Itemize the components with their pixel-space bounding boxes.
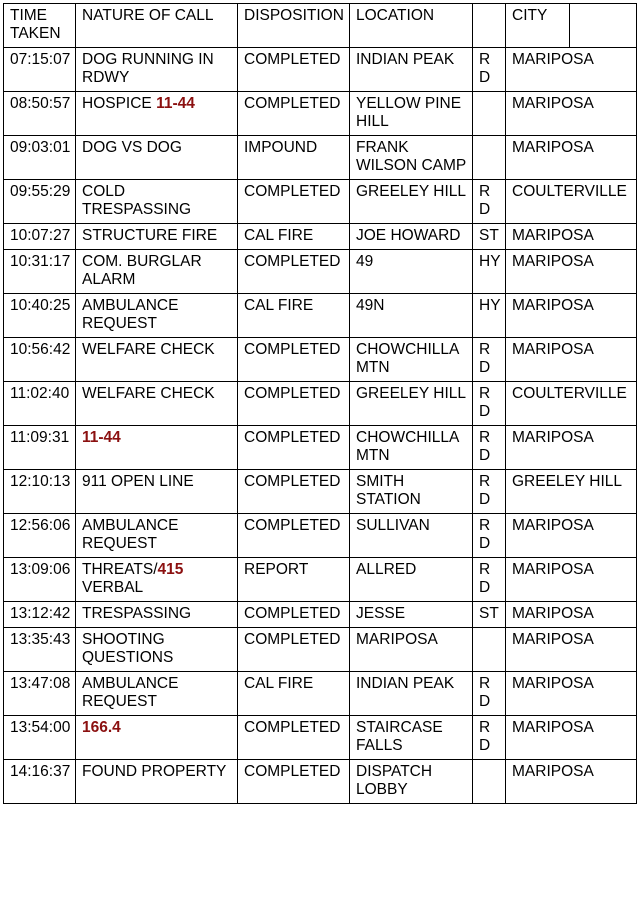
disposition-cell: COMPLETED [238,338,350,382]
nature-text: FOUND PROPERTY [82,763,227,780]
street-suffix-cell: RD [473,426,506,470]
time-cell: 10:07:27 [4,224,76,250]
table-row [4,760,637,804]
location-cell: INDIAN PEAK [350,48,473,92]
disposition-cell: COMPLETED [238,514,350,558]
location-cell: SULLIVAN [350,514,473,558]
location-cell: 49N [350,294,473,338]
location-cell: ALLRED [350,558,473,602]
header-row [4,4,637,48]
table-row [4,426,637,470]
city-cell: MARIPOSA [506,48,637,92]
city-cell: COULTERVILLE [506,382,637,426]
nature-code: 11-44 [82,429,121,446]
nature-text: DOG RUNNING IN RDWY [82,51,214,86]
nature-cell [76,672,238,716]
city-cell: MARIPOSA [506,250,637,294]
time-cell: 09:03:01 [4,136,76,180]
nature-text: AMBULANCE REQUEST [82,517,179,552]
nature-text: 911 OPEN LINE [82,473,194,490]
nature-cell [76,514,238,558]
table-row [4,628,637,672]
table-row [4,250,637,294]
nature-text: WELFARE CHECK [82,341,215,358]
nature-suffix: VERBAL [82,579,144,596]
nature-text: DOG VS DOG [82,139,182,156]
disposition-cell: COMPLETED [238,716,350,760]
location-cell: CHOWCHILLA MTN [350,426,473,470]
street-suffix-cell: RD [473,672,506,716]
street-suffix-cell [473,92,506,136]
street-suffix-cell [473,136,506,180]
nature-text: TRESPASSING [82,605,192,622]
nature-cell [76,180,238,224]
nature-code: 166.4 [82,719,121,736]
disposition-cell: COMPLETED [238,470,350,514]
disposition-cell: COMPLETED [238,602,350,628]
nature-cell [76,602,238,628]
nature-cell [76,224,238,250]
nature-cell [76,294,238,338]
nature-text: STRUCTURE FIRE [82,227,218,244]
city-cell: MARIPOSA [506,338,637,382]
table-row [4,602,637,628]
street-suffix-cell [473,760,506,804]
street-suffix-cell: ST [473,602,506,628]
table-row [4,224,637,250]
table-row [4,558,637,602]
header-nature: NATURE OF CALL [76,4,238,48]
nature-text: HOSPICE [82,95,157,112]
time-cell: 11:09:31 [4,426,76,470]
location-cell: DISPATCH LOBBY [350,760,473,804]
nature-cell [76,48,238,92]
nature-text: COLD TRESPASSING [82,183,192,218]
location-cell: 49 [350,250,473,294]
location-cell: FRANK WILSON CAMP [350,136,473,180]
table-row [4,382,637,426]
street-suffix-cell: RD [473,514,506,558]
time-cell: 10:40:25 [4,294,76,338]
nature-text: AMBULANCE REQUEST [82,297,179,332]
disposition-cell: COMPLETED [238,382,350,426]
disposition-cell: COMPLETED [238,180,350,224]
time-cell: 11:02:40 [4,382,76,426]
city-cell: COULTERVILLE [506,180,637,224]
disposition-cell: REPORT [238,558,350,602]
city-cell: MARIPOSA [506,294,637,338]
nature-cell [76,558,238,602]
nature-text: AMBULANCE REQUEST [82,675,179,710]
time-cell: 07:15:07 [4,48,76,92]
street-suffix-cell [473,628,506,672]
nature-text: SHOOTING QUESTIONS [82,631,174,666]
city-cell: MARIPOSA [506,628,637,672]
nature-cell [76,338,238,382]
time-cell: 13:12:42 [4,602,76,628]
time-cell: 12:56:06 [4,514,76,558]
street-suffix-cell: RD [473,470,506,514]
nature-text: COM. BURGLAR ALARM [82,253,202,288]
nature-cell [76,760,238,804]
table-row [4,180,637,224]
location-cell: CHOWCHILLA MTN [350,338,473,382]
header-location: LOCATION [350,4,473,48]
city-cell: MARIPOSA [506,426,637,470]
location-cell: MARIPOSA [350,628,473,672]
city-cell: MARIPOSA [506,92,637,136]
header-city: CITY [506,4,570,48]
header-disposition: DISPOSITION [238,4,350,48]
time-cell: 13:35:43 [4,628,76,672]
location-cell: INDIAN PEAK [350,672,473,716]
table-row [4,338,637,382]
street-suffix-cell: RD [473,338,506,382]
city-cell: MARIPOSA [506,716,637,760]
location-cell: JESSE [350,602,473,628]
nature-code: 415 [157,561,184,578]
disposition-cell: CAL FIRE [238,672,350,716]
time-cell: 10:31:17 [4,250,76,294]
table-row [4,470,637,514]
disposition-cell: COMPLETED [238,92,350,136]
table-row [4,48,637,92]
street-suffix-cell: HY [473,250,506,294]
call-log-table [3,3,637,804]
table-row [4,514,637,558]
street-suffix-cell: RD [473,382,506,426]
time-cell: 10:56:42 [4,338,76,382]
street-suffix-cell: RD [473,716,506,760]
street-suffix-cell: HY [473,294,506,338]
city-cell: MARIPOSA [506,558,637,602]
header-time: TIME TAKEN [4,4,76,48]
city-cell: MARIPOSA [506,136,637,180]
location-cell: GREELEY HILL [350,382,473,426]
nature-cell [76,470,238,514]
time-cell: 13:54:00 [4,716,76,760]
nature-text: WELFARE CHECK [82,385,215,402]
street-suffix-cell: RD [473,180,506,224]
nature-cell [76,426,238,470]
location-cell: YELLOW PINE HILL [350,92,473,136]
location-cell: SMITH STATION [350,470,473,514]
city-cell: MARIPOSA [506,602,637,628]
disposition-cell: COMPLETED [238,426,350,470]
location-cell: JOE HOWARD [350,224,473,250]
disposition-cell: CAL FIRE [238,294,350,338]
header-extra [570,4,637,48]
disposition-cell: COMPLETED [238,628,350,672]
city-cell: MARIPOSA [506,514,637,558]
nature-cell [76,136,238,180]
nature-cell [76,92,238,136]
location-cell: STAIRCASE FALLS [350,716,473,760]
city-cell: GREELEY HILL [506,470,637,514]
location-cell: GREELEY HILL [350,180,473,224]
disposition-cell: IMPOUND [238,136,350,180]
table-row [4,294,637,338]
time-cell: 14:16:37 [4,760,76,804]
header-suffix [473,4,506,48]
street-suffix-cell: ST [473,224,506,250]
disposition-cell: COMPLETED [238,760,350,804]
table-row [4,136,637,180]
nature-text: THREATS/ [82,561,158,578]
street-suffix-cell: RD [473,558,506,602]
time-cell: 12:10:13 [4,470,76,514]
time-cell: 08:50:57 [4,92,76,136]
table-row [4,716,637,760]
nature-code: 11-44 [156,95,195,112]
disposition-cell: CAL FIRE [238,224,350,250]
city-cell: MARIPOSA [506,224,637,250]
table-row [4,672,637,716]
city-cell: MARIPOSA [506,760,637,804]
time-cell: 13:09:06 [4,558,76,602]
nature-cell [76,250,238,294]
disposition-cell: COMPLETED [238,250,350,294]
nature-cell [76,382,238,426]
disposition-cell: COMPLETED [238,48,350,92]
nature-cell [76,628,238,672]
nature-cell [76,716,238,760]
city-cell: MARIPOSA [506,672,637,716]
street-suffix-cell: RD [473,48,506,92]
table-row [4,92,637,136]
time-cell: 13:47:08 [4,672,76,716]
time-cell: 09:55:29 [4,180,76,224]
